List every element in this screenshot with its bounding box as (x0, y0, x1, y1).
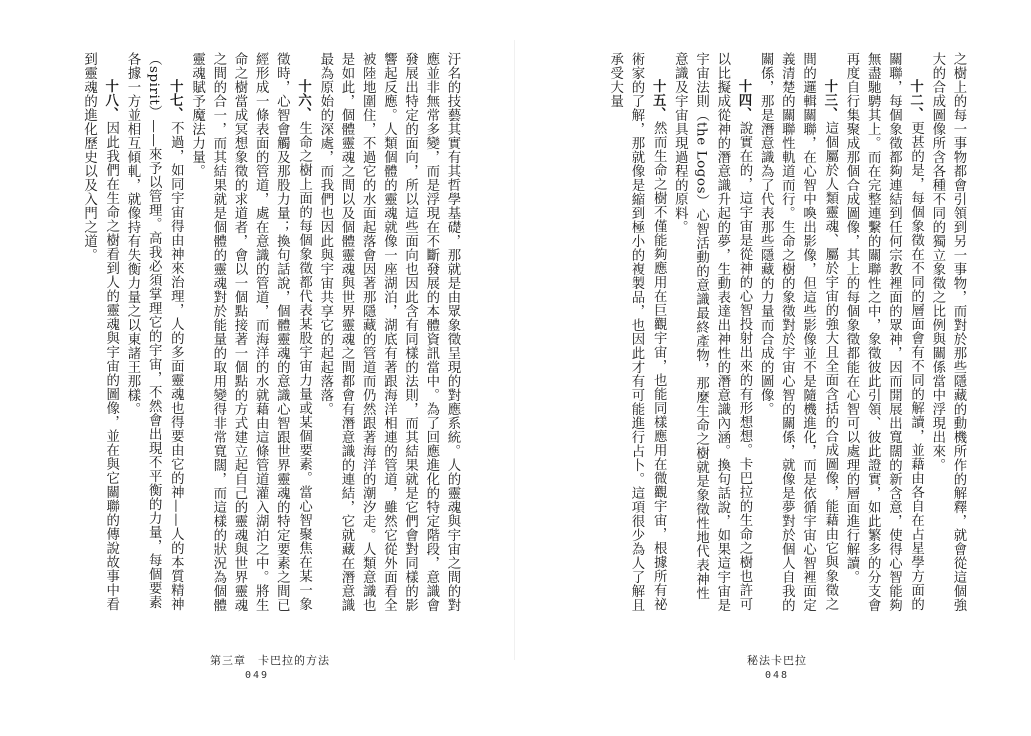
paragraph-13 (755, 52, 841, 612)
running-head: 第三章 卡巴拉的方法 (210, 654, 330, 667)
paragraph-continued (927, 52, 969, 612)
paragraph-14 (669, 52, 755, 612)
paragraph-continued (315, 52, 463, 612)
left-page-body (51, 52, 463, 612)
gutter-divider (514, 40, 515, 660)
paragraph-text: 因此我們在生命之樹看到人的靈魂與宇宙的圖像，並在與它關聯的傳說故事中看到靈魂的進化歷史以及入門之道。 (81, 52, 119, 611)
page-number: 049 (245, 670, 270, 681)
right-page (516, 0, 1031, 736)
paragraph-16 (186, 52, 314, 612)
left-page (0, 0, 515, 736)
paragraph-number: 十五、 (650, 78, 667, 121)
paragraph-number: 十三、 (821, 78, 838, 121)
page-number: 048 (765, 670, 790, 681)
paragraph-number: 十七、 (167, 78, 184, 121)
paragraph-number: 十四、 (735, 78, 752, 121)
paragraph-text: 汙名的技藝其實有其哲學基礎，那就是由眾象徵呈現的對應系統。人的靈魂與宇宙之間的對應並非無常多變，而是浮現在不斷發展的本體資訊當中。為了回應進化的特定階段，意識會發展出特定的面向，所以這些面向也因此含有同樣的法則，而其結果就是它們會對同樣的影響起反應。人類個體的靈魂就像一座湖泊，湖底有著跟海洋相連的管道，雖然它從外面看全被陸地圍住，不過它的水面起落會因著那隱藏的管道而仍然跟著海洋的潮汐走。人類意識也是如此，個體靈魂之間以及個體靈魂與世界靈魂之間都會有潛意識的連結，它就藏在潛意識最為原始的深處，而我們也因此與宇宙共享它的起起落落。 (317, 52, 460, 612)
paragraph-text: 更甚的是，每個象徵在不同的層面會有不同的解讀，並藉由各自在占星學方面的關聯，每個象徵都夠連結到任何宗教裡面的眾神，因而開展出寬闊的新含意，使得心智能夠無盡馳騁其上。而在完整連繫的關聯性之中，象徵彼此引領、彼此證實，如此繁多的分支會再度自行集聚成那個合成圖像，其上的每個象徵都能在心智可以處理的層面進行解讀。 (843, 52, 924, 612)
paragraph-17 (122, 52, 187, 612)
paragraph-text: 說實在的，這宇宙是從神的心智投射出來的有形想想。卡巴拉的生命之樹也許可以比擬成從神的潛意識升起的夢，生動表達出神性的潛意識內涵。換句話說，如果這宇宙是宇宙法則（the Logos）心智活動的意識最終產物，那麼生命之樹就是象徵性地代表神性意識及宇宙具現過程的原料。 (672, 52, 752, 612)
paragraph-text: 生命之樹上面的每個象徵都代表某股宇宙力量或某個要素。當心智聚焦在某一象徵時，心智會觸及那股力量；換句話說，個體靈魂的意識心智跟世界靈魂的特定要素之間已經形成一條表面的管道，處在意識的管道，而海洋的水就藉由這條管道灌入湖泊之中。將生命之樹當成冥想象徵的求道者，會以一個點接著一個點的方式建立起自己的靈魂與世界靈魂之間的合一，而其結果就是個體的靈魂對於能量的取用變得非常寬闊，而這樣的狀況為個體靈魂賦予魔法力量。 (189, 52, 312, 612)
running-head: 秘法卡巴拉 (747, 654, 807, 667)
paragraph-number: 十二、 (907, 78, 924, 121)
paragraph-number: 十八、 (102, 78, 119, 121)
paragraph-text: 然而生命之樹不僅能夠應用在巨觀宇宙，也能同樣應用在微觀宇宙，根據所有祕術家的了解，那就像是縮到極小的複製品，也因此才有可能進行占卜。這項很少為人了解且承受大量 (607, 52, 667, 612)
paragraph-text: 不過，如同宇宙得由神來治理，人的多面靈魂也得要由它的神——人的本質精神（spirit）——來予以管理。高我必須掌理它的宇宙，不然會出現不平衡的力量，每個要素各據一方並相互傾軋，就像持有失衡力量之以東諸王那樣。 (124, 52, 184, 611)
paragraph-text: 之樹上的每一事物都會引領到另一事物，而對於那些隱藏的動機所作的解釋，就會從這個強大的合成圖像所含各種不同的獨立象徵之比例與關係當中浮現出來。 (929, 52, 966, 612)
paragraph-15 (605, 52, 670, 612)
paragraph-12 (841, 52, 927, 612)
paragraph-number: 十六、 (295, 78, 312, 121)
paragraph-text: 這個屬於人類靈魂、屬於宇宙的強大且全面含括的合成圖像，能藉由它與象徵之間的邏輯關聯，在心智中喚出影像，但這些影像並不是隨機進化，而是依循宇宙心智裡面定義清楚的關聯性軌道而行。生命之樹的象徵對於宇宙心智的關係，就像是夢對於個人自我的關係，那是潛意識為了代表那些隱藏的力量而合成的圖像。 (758, 52, 838, 612)
right-page-body (571, 52, 969, 612)
paragraph-18 (78, 52, 121, 612)
